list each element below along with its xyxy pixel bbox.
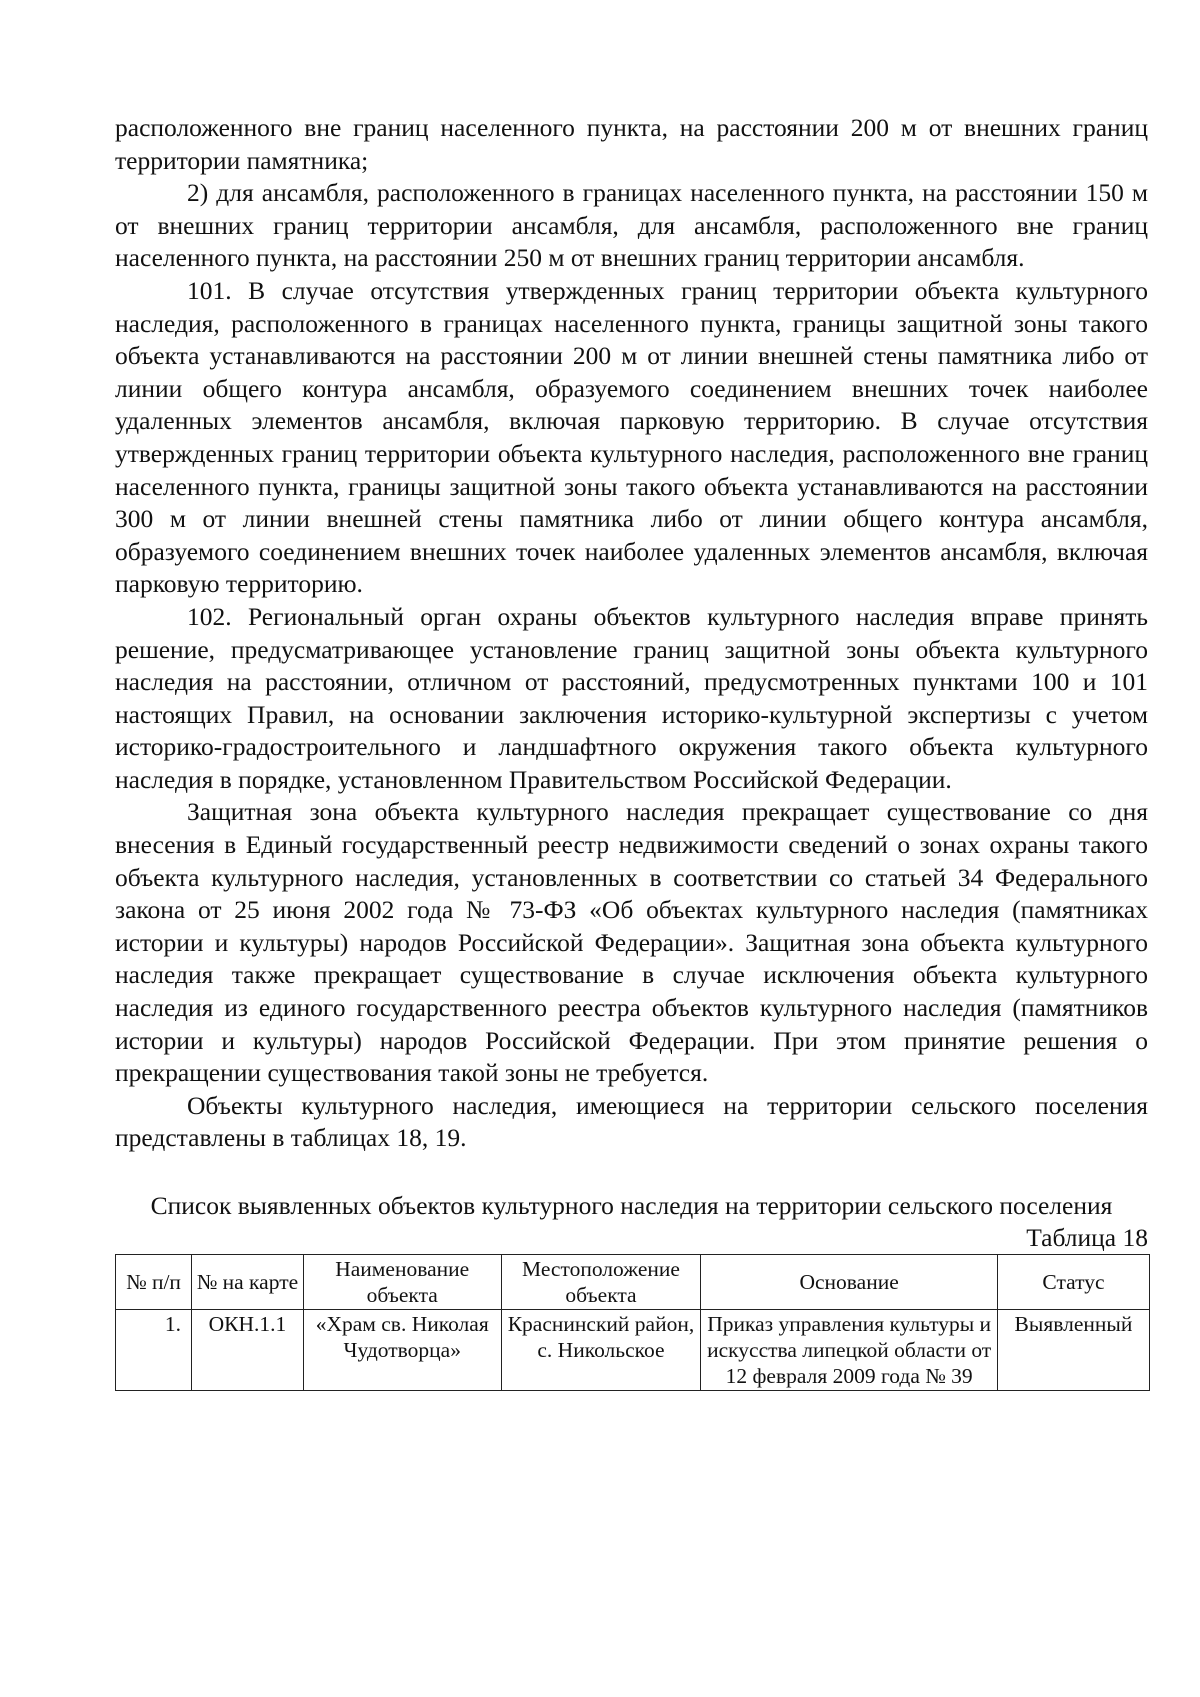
heritage-objects-table <box>115 1254 1150 1391</box>
header-basis: Основание <box>701 1255 998 1310</box>
header-location: Местоположение объекта <box>501 1255 701 1310</box>
cell-status: Выявленный <box>997 1310 1149 1391</box>
paragraph-item-2: 2) для ансамбля, расположенного в границах населенного пункта, на расстоянии 150 м от внешних границ территории ансамбля, для ансамбля, расположенного вне границ населенного пункта, на расстоянии 250 м от внешних границ территории ансамбля. <box>115 178 1148 273</box>
table-header-row <box>116 1255 1150 1310</box>
cell-basis: Приказ управления культуры и искусства липецкой области от 12 февраля 2009 года № 39 <box>701 1310 998 1391</box>
table-caption: Список выявленных объектов культурного наследия на территории сельского поселения <box>150 1191 1113 1220</box>
paragraph-continuation: расположенного вне границ населенного пункта, на расстоянии 200 м от внешних границ территории памятника; <box>115 113 1148 175</box>
document-page <box>115 112 1148 1391</box>
paragraph-101: 101. В случае отсутствия утвержденных границ территории объекта культурного наследия, расположенного в границах населенного пункта, границы защитной зоны такого объекта устанавливаются на расстоянии 200 м от линии внешней стены памятника либо от линии общего контура ансамбля, образуемого соединением внешних точек наиболее удаленных элементов ансамбля, включая парковую территорию. В случае отсутствия утвержденных границ территории объекта культурного наследия, расположенного вне границ населенного пункта, границы защитной зоны такого объекта устанавливаются на расстоянии 300 м от линии внешней стены памятника либо от линии общего контура ансамбля, образуемого соединением внешних точек наиболее удаленных элементов ансамбля, включая парковую территорию. <box>115 275 1148 599</box>
cell-number: 1. <box>116 1310 192 1391</box>
paragraph-tables-reference: Объекты культурного наследия, имеющиеся на территории сельского поселения представлены в таблицах 18, 19. <box>115 1090 1148 1153</box>
cell-object-name: «Храм св. Николая Чудотворца» <box>303 1310 501 1391</box>
paragraph-zone-termination: Защитная зона объекта культурного наследия прекращает существование со дня внесения в Единый государственный реестр недвижимости сведений о зонах охраны такого объекта культурного наследия, установленных в соответствии со статьей 34 Федерального закона от 25 июня 2002 года № 73-ФЗ «Об объектах культурного наследия (памятниках истории и культуры) народов Российской Федерации». Защитная зона объекта культурного наследия также прекращает существование в случае исключения объекта культурного наследия из единого государственного реестра объектов культурного наследия (памятников истории и культуры) народов Российской Федерации. При этом принятие решения о прекращении существования такой зоны не требуется. <box>115 797 1148 1088</box>
header-object-name: Наименование объекта <box>303 1255 501 1310</box>
table-label: Таблица 18 <box>1026 1223 1148 1252</box>
header-map-number: № на карте <box>192 1255 304 1310</box>
table-row <box>116 1310 1150 1391</box>
header-status: Статус <box>997 1255 1149 1310</box>
header-number: № п/п <box>116 1255 192 1310</box>
paragraph-102: 102. Региональный орган охраны объектов культурного наследия вправе принять решение, предусматривающее установление границ защитной зоны объекта культурного наследия на расстоянии, отличном от расстояний, предусмотренных пунктами 100 и 101 настоящих Правил, на основании заключения историко-культурной экспертизы с учетом историко-градостроительного и ландшафтного окружения такого объекта культурного наследия в порядке, установленном Правительством Российской Федерации. <box>115 601 1148 794</box>
cell-map-number: ОКН.1.1 <box>192 1310 304 1391</box>
cell-location: Краснинский район, с. Никольское <box>501 1310 701 1391</box>
